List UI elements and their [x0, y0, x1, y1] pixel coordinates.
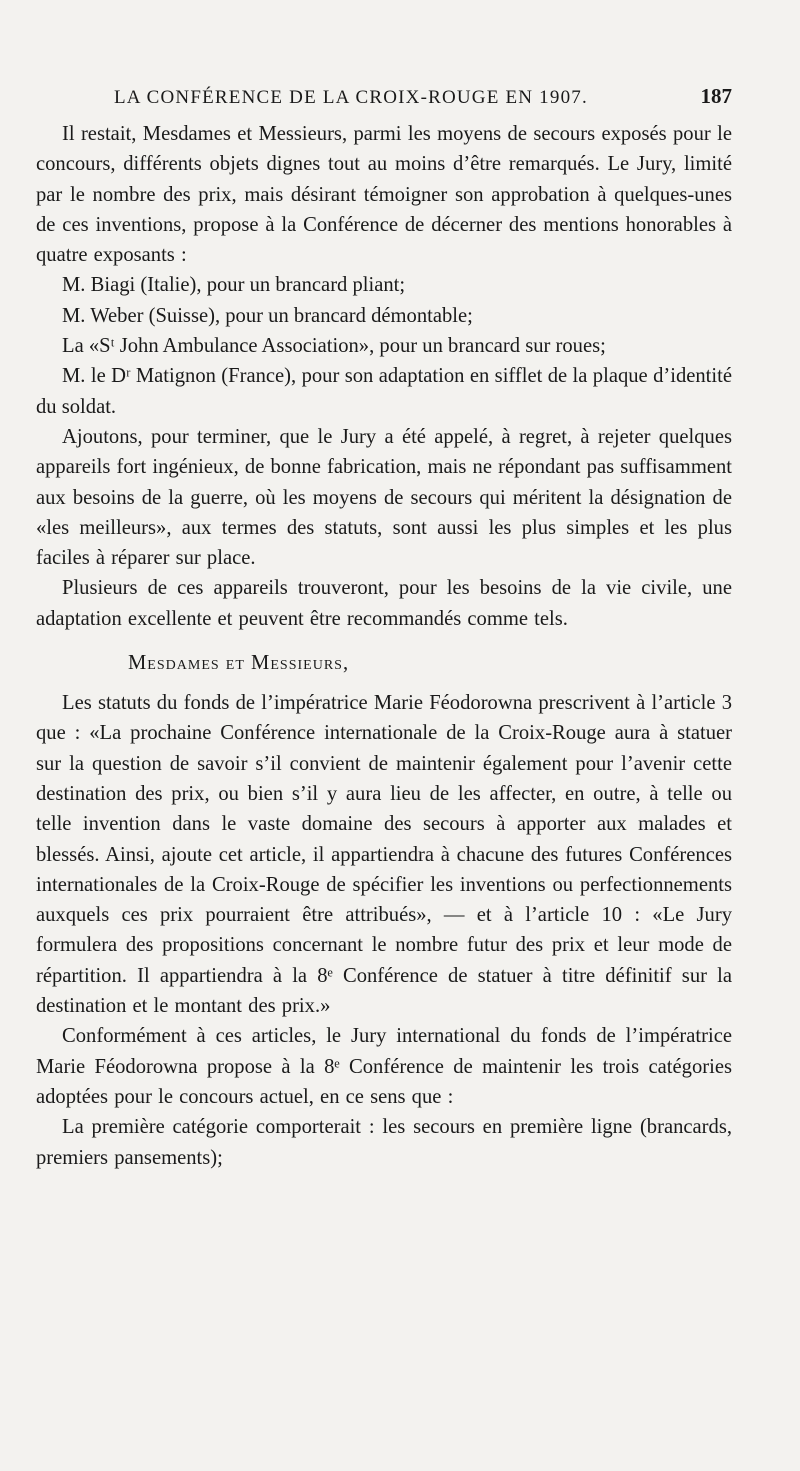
- paragraph-rejected-devices: Ajoutons, pour terminer, que le Jury a été appelé, à regret, à rejeter quelques appareils fort ingénieux, de bonne fabrication, mais ne répondant pas suffisamment aux besoins de la guerre, où les moyens de secours qui méritent la désignation de «les meilleurs», aux termes des statuts, sont aussi les plus simples et les plus faciles à réparer sur place.: [36, 425, 732, 570]
- list-item: M. Weber (Suisse), pour un brancard démontable;: [62, 304, 473, 327]
- running-header: [114, 84, 732, 109]
- list-item: M. Biagi (Italie), pour un brancard pliant;: [62, 274, 406, 297]
- section-heading: Mesdames et Messieurs,: [128, 652, 350, 675]
- running-title: LA CONFÉRENCE DE LA CROIX-ROUGE EN 1907.: [114, 87, 588, 108]
- list-item: M. le Dʳ Matignon (France), pour son adaptation en sifflet de la plaque d’identité du soldat.: [36, 365, 732, 418]
- list-item: La «Sᵗ John Ambulance Association», pour un brancard sur roues;: [62, 335, 606, 358]
- paragraph-honorable-mentions: Il restait, Mesdames et Messieurs, parmi les moyens de secours exposés pour le concours, différents objets dignes tout au moins d’être remarqués. Le Jury, limité par le nombre des prix, mais désirant témoigner son approbation à quelques-unes de ces inventions, propose à la Conférence de décerner des mentions honorables à quatre exposants :: [36, 123, 732, 267]
- paragraph-proposal: Conformément à ces articles, le Jury international du fonds de l’impératrice Marie Féodorowna propose à la 8ᵉ Conférence de maintenir les trois catégories adoptées pour le concours actuel, en ce sens que :: [36, 1025, 732, 1108]
- paragraph-statutes: Les statuts du fonds de l’impératrice Marie Féodorowna prescrivent à l’article 3 que : «La prochaine Conférence internationale de la Croix-Rouge aura à statuer sur la question de savoir s’il convient de maintenir également pour l’avenir cette destination des prix, ou bien s’il y aura lieu de les affecter, en outre, à telle ou telle invention dans le vaste domaine des secours à apporter aux malades et blessés. Ainsi, ajoute cet article, il appartiendra à chacune des futures Conférences internationales de la Croix-Rouge de spécifier les inventions ou perfectionnements auxquels ces prix pourraient être attribués», — et à l’article 10 : «Le Jury formulera des propositions concernant le nombre futur des prix et leur mode de répartition. Il appartiendra à la 8ᵉ Conférence de statuer à titre définitif sur la destination et le montant des prix.»: [36, 692, 732, 1018]
- paragraph-first-category: La première catégorie comporterait : les secours en première ligne (brancards, premiers pansements);: [36, 1116, 732, 1169]
- paragraph-civil-use: Plusieurs de ces appareils trouveront, pour les besoins de la vie civile, une adaptation excellente et peuvent être recommandés comme tels.: [36, 577, 732, 630]
- page-number: 187: [700, 84, 732, 108]
